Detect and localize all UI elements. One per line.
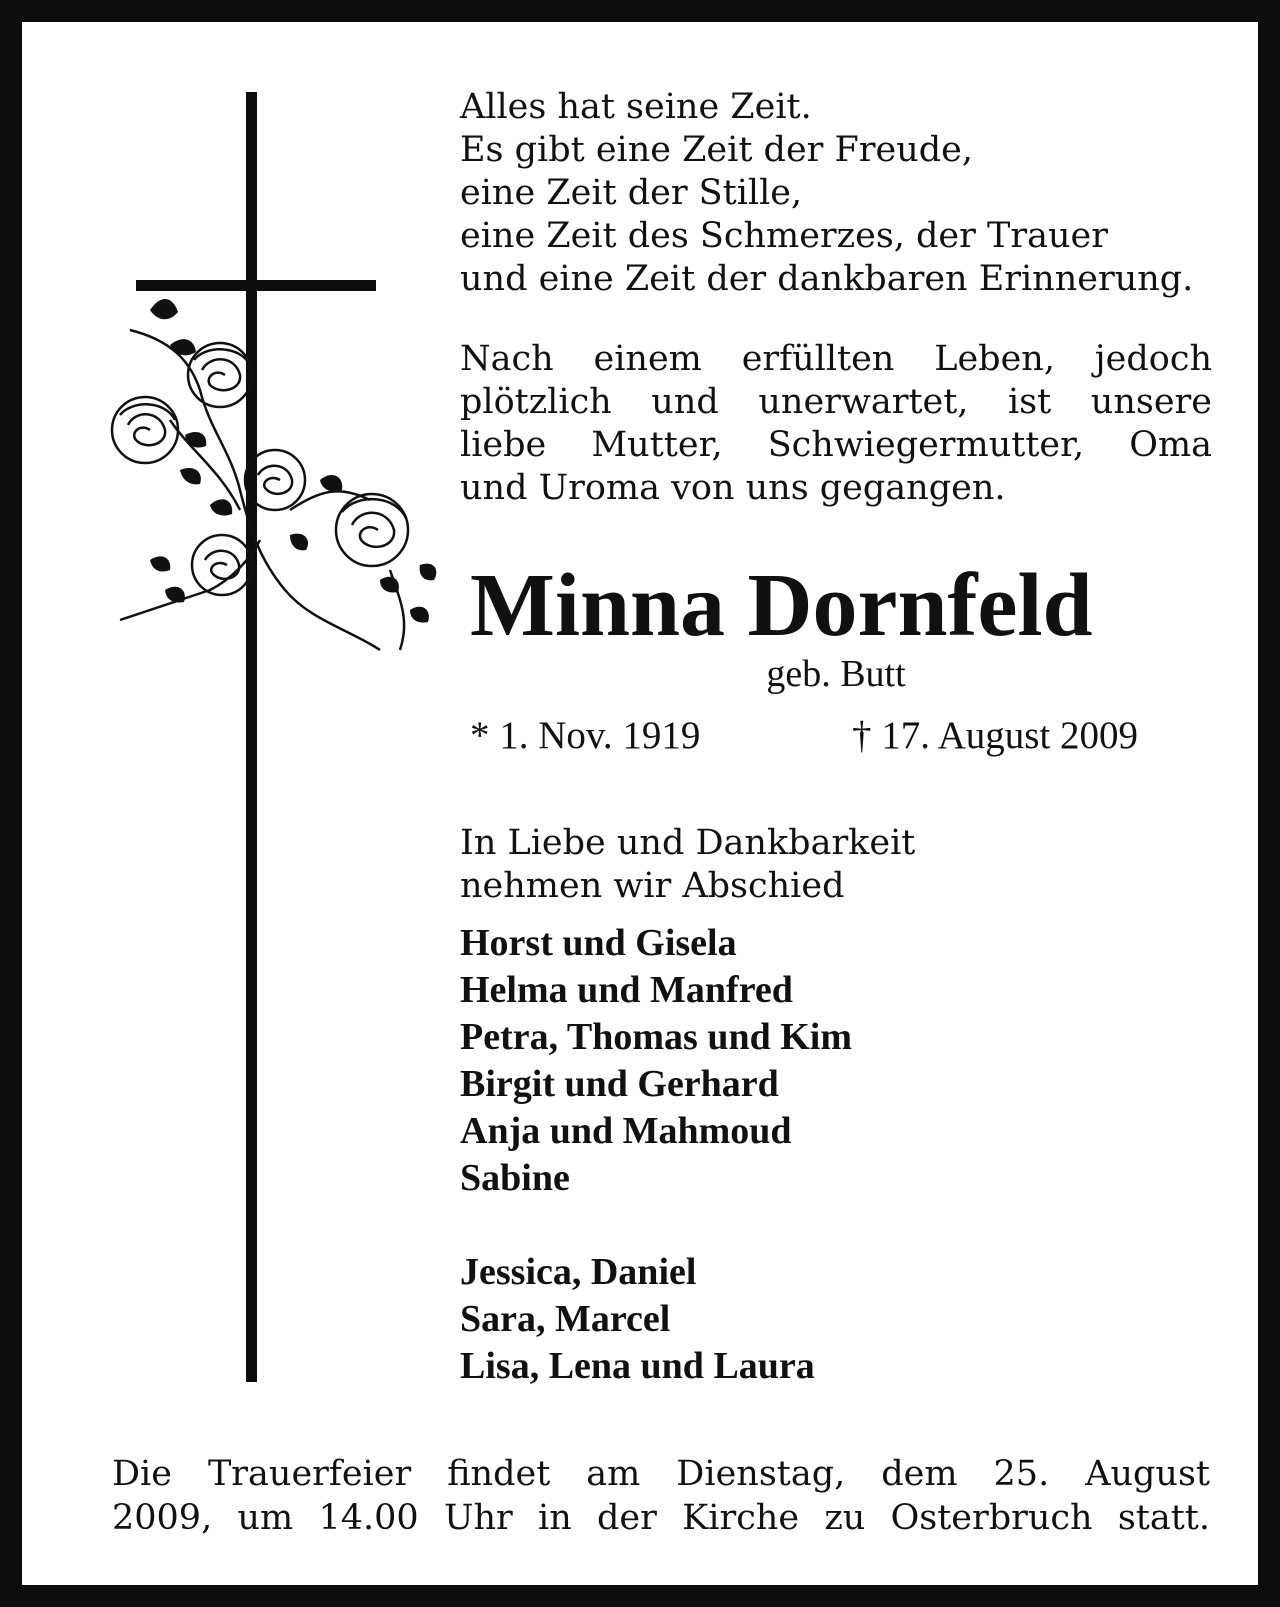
maiden-name: geb. Butt: [766, 653, 906, 695]
rose-icon: [336, 494, 408, 566]
mourner-entry: Anja und Mahmoud: [460, 1110, 792, 1152]
poem-line: eine Zeit des Schmerzes, der Trauer: [460, 216, 1108, 256]
intro-line: Nach einem erfüllten Leben, jedoch: [460, 339, 1212, 379]
farewell-line: In Liebe und Dankbarkeit: [460, 823, 916, 863]
rose-icon: [188, 343, 252, 407]
mourner-entry: Horst und Gisela: [460, 922, 737, 964]
funeral-line: Die Trauerfeier findet am Dienstag, dem 25. August: [112, 1454, 1210, 1494]
mourner-entry: Jessica, Daniel: [460, 1251, 697, 1293]
death-date: † 17. August 2009: [852, 714, 1139, 757]
poem-line: Es gibt eine Zeit der Freude,: [460, 130, 974, 170]
mourner-entry: Helma und Manfred: [460, 969, 793, 1011]
birth-date: * 1. Nov. 1919: [470, 714, 701, 757]
cross-icon: [136, 92, 376, 1382]
poem-line: und eine Zeit der dankbaren Erinnerung.: [460, 259, 1194, 299]
intro-paragraph: [460, 338, 1212, 510]
mourner-entry: Petra, Thomas und Kim: [460, 1016, 853, 1058]
intro-line: liebe Mutter, Schwiegermutter, Oma: [460, 425, 1212, 465]
mourner-entry: Sabine: [460, 1157, 570, 1199]
mourner-entry: Lisa, Lena und Laura: [460, 1345, 815, 1387]
mourner-entry: Birgit und Gerhard: [460, 1063, 779, 1105]
mourner-entry: Sara, Marcel: [460, 1298, 671, 1340]
intro-line: und Uroma von uns gegangen.: [460, 468, 1006, 508]
rose-icon: [112, 397, 178, 463]
farewell-text: [460, 822, 915, 908]
deceased-name: Minna Dornfeld: [470, 556, 1093, 655]
mourners-children: [460, 920, 1220, 1202]
poem-line: eine Zeit der Stille,: [460, 173, 803, 213]
farewell-line: nehmen wir Abschied: [460, 866, 845, 906]
funeral-notice: [112, 1452, 1210, 1540]
funeral-line: 2009, um 14.00 Uhr in der Kirche zu Osterbruch statt.: [112, 1498, 1210, 1538]
intro-line: plötzlich und unerwartet, ist unsere: [460, 382, 1212, 422]
poem: [460, 86, 1220, 301]
poem-line: Alles hat seine Zeit.: [460, 87, 812, 127]
cross-with-roses-icon: [110, 90, 450, 1390]
mourners-grandchildren: [460, 1249, 1220, 1390]
rose-ornament-icon: [112, 299, 436, 650]
